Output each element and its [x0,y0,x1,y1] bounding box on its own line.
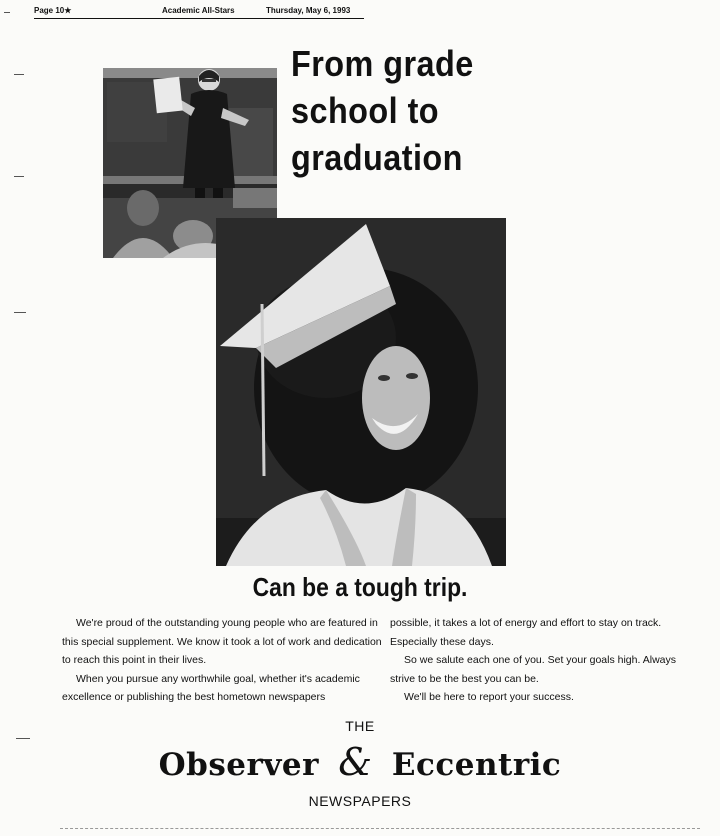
body-paragraph: We're proud of the outstanding young people who are featured in this special supplement. We know it took a lot of work and dedication to reach this point in their lives. [62,617,382,667]
issue-date: Thursday, May 6, 1993 [266,6,351,15]
logo-eccentric: Eccentric [391,747,562,783]
scan-speck [14,176,24,177]
graduate-photo [216,218,506,566]
page-header [34,4,364,19]
logo-ampersand: & [338,740,373,784]
page-number: Page 10★ [34,6,72,15]
body-paragraph: possible, it takes a lot of energy and effort to stay on track. Especially these days. [390,617,662,648]
body-paragraph: When you pursue any worthwhile goal, whether it's academic excellence or publishing the best hometown newspapers [62,672,360,704]
body-column-left [62,614,384,707]
section-name: Academic All-Stars [162,6,235,15]
headline-line: From grade [291,43,474,84]
scan-speck [14,74,24,75]
body-column-right [390,614,690,707]
headline-line: graduation [291,137,463,178]
scan-speck [14,312,26,313]
body-paragraph: So we salute each one of you. Set your goals high. Always strive to be the best you can be. [390,654,677,685]
newspaper-logo [0,740,720,784]
headline [291,40,525,181]
scan-speck [16,738,30,739]
logo-the: THE [345,718,375,734]
logo-newspapers: NEWSPAPERS [308,793,412,809]
logo-observer: Observer [158,747,319,783]
body-paragraph: We'll be here to report your success. [404,691,574,704]
headline-line: school to [291,90,440,131]
subheadline: Can be a tough trip. [252,572,468,602]
scan-speck [4,12,10,13]
scan-edge-line [60,828,700,830]
